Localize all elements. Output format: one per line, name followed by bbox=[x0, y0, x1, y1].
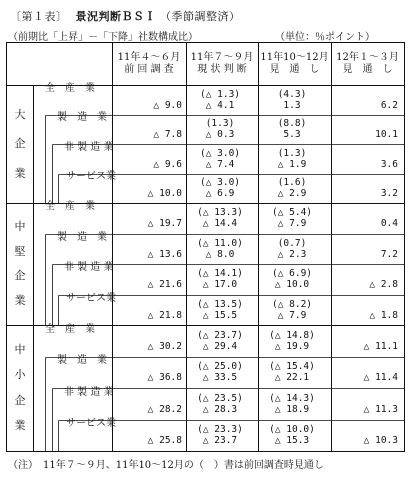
header-col-1 bbox=[112, 52, 186, 76]
cell-q4-forecast-prev: (1.6) bbox=[277, 177, 307, 188]
cell-q1-outlook: 10.1 bbox=[375, 129, 398, 140]
cell-q4-forecast-prev: (△ 14.3) bbox=[269, 393, 315, 404]
cell-current-actual: △ 0.3 bbox=[205, 129, 235, 140]
cell-current-forecast: (△ 13.3) bbox=[197, 207, 243, 218]
group-label-char: 大 bbox=[14, 108, 26, 121]
cell-q4-forecast-prev: (△ 5.4) bbox=[271, 207, 313, 218]
cell-q4-forecast-prev: (△ 10.0) bbox=[269, 424, 315, 435]
cell-q1-outlook: 0.4 bbox=[380, 218, 398, 229]
row-label: サービス業 bbox=[66, 293, 116, 304]
cell-current-forecast: (1.3) bbox=[205, 118, 235, 129]
header-col-4-period: 12年１～３月 bbox=[336, 52, 399, 63]
group-label-char: 業 bbox=[14, 419, 26, 432]
cell-q1-outlook: △ 11.4 bbox=[363, 372, 398, 383]
header-col-3 bbox=[258, 52, 331, 76]
cell-current-actual: △ 29.4 bbox=[202, 341, 238, 352]
cell-current-actual: △ 14.4 bbox=[202, 218, 238, 229]
row-label: 非 製 造 業 bbox=[64, 142, 114, 153]
row-label: 全 産 業 bbox=[45, 201, 95, 212]
group-label-char: 企 bbox=[14, 137, 26, 150]
cell-q4-outlook: △ 18.9 bbox=[274, 404, 310, 415]
table-main-title: 景況判断ＢＳＩ bbox=[75, 10, 156, 23]
row-label: 非 製 造 業 bbox=[64, 387, 114, 398]
table-number: 〔第１表〕 bbox=[10, 10, 68, 23]
header-col-1-period: 11年４～６月 bbox=[117, 52, 181, 63]
table-title-note: （季節調整済） bbox=[160, 10, 241, 23]
cell-q1-outlook: △ 11.1 bbox=[363, 341, 398, 352]
cell-current-actual: △ 33.5 bbox=[202, 372, 238, 383]
cell-q1-outlook: △ 1.8 bbox=[369, 310, 398, 321]
group-label-char: 小 bbox=[14, 368, 26, 381]
cell-current-forecast: (△ 3.0) bbox=[199, 177, 241, 188]
cell-prev-survey: △ 30.2 bbox=[147, 341, 182, 352]
cell-current-forecast: (△ 14.1) bbox=[197, 268, 243, 279]
cell-q4-forecast-prev: (△ 6.9) bbox=[271, 268, 313, 279]
cell-q4-outlook: △ 15.3 bbox=[274, 435, 310, 446]
header-col-3-kind: 見 通 し bbox=[269, 64, 320, 75]
cell-q4-outlook: △ 2.9 bbox=[277, 188, 307, 199]
header-col-4-kind: 見 通 し bbox=[342, 64, 393, 75]
cell-prev-survey: △ 25.8 bbox=[147, 435, 182, 446]
cell-prev-survey: △ 9.0 bbox=[153, 100, 182, 111]
cell-prev-survey: △ 21.8 bbox=[147, 310, 182, 321]
header-col-2 bbox=[186, 52, 258, 76]
unit-label: （単位：％ポイント） bbox=[275, 32, 375, 43]
group-label-char: 堅 bbox=[14, 245, 26, 258]
row-label: 製 造 業 bbox=[57, 355, 107, 366]
cell-prev-survey: △ 13.6 bbox=[147, 249, 182, 260]
group-label-char: 企 bbox=[14, 394, 26, 407]
cell-current-forecast: (△ 11.0) bbox=[197, 238, 243, 249]
group-label-char: 中 bbox=[14, 343, 26, 356]
row-label: 非 製 造 業 bbox=[64, 262, 114, 273]
header-col-1-kind: 前 回 調 査 bbox=[124, 64, 174, 75]
footnote: （注） 11年７～９月、11年10～12月の（ ）書は前回調査時見通し bbox=[8, 460, 324, 471]
cell-q1-outlook: 3.2 bbox=[380, 188, 398, 199]
cell-q4-outlook: △ 2.3 bbox=[277, 249, 307, 260]
cell-q4-outlook: 5.3 bbox=[283, 129, 301, 140]
cell-q1-outlook: △ 11.3 bbox=[363, 404, 398, 415]
cell-current-actual: △ 15.5 bbox=[202, 310, 238, 321]
cell-current-actual: △ 28.3 bbox=[202, 404, 238, 415]
cell-prev-survey: △ 21.6 bbox=[147, 279, 182, 290]
row-label: 製 造 業 bbox=[57, 112, 107, 123]
row-label: サービス業 bbox=[66, 171, 116, 182]
cell-q1-outlook: △ 10.3 bbox=[363, 435, 398, 446]
cell-prev-survey: △ 9.6 bbox=[153, 159, 182, 170]
cell-prev-survey: △ 7.8 bbox=[153, 129, 182, 140]
cell-current-forecast: (△ 23.3) bbox=[197, 424, 243, 435]
header-col-2-period: 11年７～９月 bbox=[190, 52, 254, 63]
group-label-char: 業 bbox=[14, 167, 26, 180]
cell-current-actual: △ 8.0 bbox=[205, 249, 235, 260]
cell-current-actual: △ 4.1 bbox=[205, 100, 235, 111]
cell-current-actual: △ 6.9 bbox=[205, 188, 235, 199]
cell-current-forecast: (△ 23.5) bbox=[197, 393, 243, 404]
cell-current-forecast: (△ 23.7) bbox=[197, 330, 243, 341]
cell-q4-outlook: △ 1.9 bbox=[277, 159, 307, 170]
cell-current-forecast: (△ 1.3) bbox=[199, 89, 241, 100]
cell-q1-outlook: 7.2 bbox=[380, 249, 398, 260]
cell-q4-forecast-prev: (△ 8.2) bbox=[271, 299, 313, 310]
cell-q4-forecast-prev: (△ 15.4) bbox=[269, 361, 315, 372]
cell-prev-survey: △ 19.7 bbox=[147, 218, 182, 229]
row-label: 全 産 業 bbox=[45, 324, 95, 335]
cell-prev-survey: △ 36.8 bbox=[147, 372, 182, 383]
table-subtitle: （前期比「上昇」－「下降」社数構成比） bbox=[8, 32, 198, 43]
cell-q4-outlook: △ 22.1 bbox=[274, 372, 310, 383]
cell-prev-survey: △ 28.2 bbox=[147, 404, 182, 415]
cell-current-actual: △ 7.4 bbox=[205, 159, 235, 170]
cell-q4-forecast-prev: (1.3) bbox=[277, 148, 307, 159]
header-col-4 bbox=[331, 52, 404, 76]
cell-q4-forecast-prev: (0.7) bbox=[277, 238, 307, 249]
cell-current-forecast: (△ 13.5) bbox=[197, 299, 243, 310]
cell-q4-outlook: △ 10.0 bbox=[274, 279, 310, 290]
row-label: 全 産 業 bbox=[45, 83, 95, 94]
cell-q4-outlook: △ 7.9 bbox=[277, 218, 307, 229]
cell-q1-outlook: 6.2 bbox=[380, 100, 398, 111]
cell-q4-forecast-prev: (4.3) bbox=[277, 89, 307, 100]
cell-q1-outlook: △ 2.8 bbox=[369, 279, 398, 290]
cell-current-actual: △ 23.7 bbox=[202, 435, 238, 446]
group-label-char: 中 bbox=[14, 220, 26, 233]
group-label-char: 業 bbox=[14, 294, 26, 307]
header-col-3-period: 11年10～12月 bbox=[260, 52, 329, 63]
cell-q4-outlook: 1.3 bbox=[283, 100, 301, 111]
header-col-2-kind: 現 状 判 断 bbox=[197, 64, 247, 75]
cell-current-forecast: (△ 3.0) bbox=[199, 148, 241, 159]
group-label-char: 企 bbox=[14, 269, 26, 282]
row-label: サービス業 bbox=[66, 418, 116, 429]
cell-q4-outlook: △ 7.9 bbox=[277, 310, 307, 321]
cell-current-forecast: (△ 25.0) bbox=[197, 361, 243, 372]
cell-q4-forecast-prev: (8.8) bbox=[277, 118, 307, 129]
cell-q4-forecast-prev: (△ 14.8) bbox=[269, 330, 315, 341]
cell-prev-survey: △ 10.0 bbox=[147, 188, 182, 199]
row-label: 製 造 業 bbox=[57, 232, 107, 243]
cell-q4-outlook: △ 19.9 bbox=[274, 341, 310, 352]
cell-q1-outlook: 3.6 bbox=[380, 159, 398, 170]
cell-current-actual: △ 17.0 bbox=[202, 279, 238, 290]
